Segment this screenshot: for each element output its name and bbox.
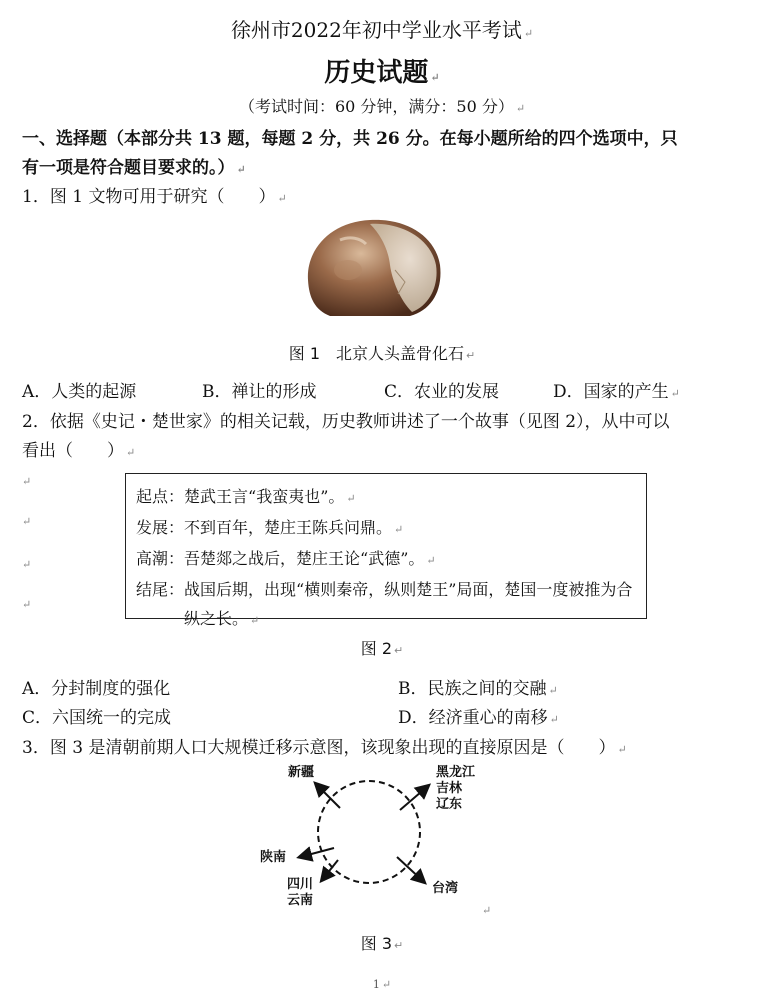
label-sichuan: 四川 (287, 877, 314, 892)
label-taiwan: 台湾 (432, 881, 459, 896)
story-box (125, 473, 647, 628)
q2-option-d[interactable]: D．经济重心的南移 ↵ (398, 708, 559, 728)
paragraph-mark: ↵ (22, 558, 32, 571)
label-xinjiang: 新疆 (288, 765, 315, 780)
label-liaodong: 辽东 (436, 797, 463, 812)
section-heading-line2: 有一项是符合题目要求的。） ↵ (22, 158, 246, 178)
exam-title: 徐州市2022年初中学业水平考试 ↵ (230, 18, 534, 42)
q3-figure-caption: 图 3 ↵ (360, 934, 404, 953)
paragraph-mark: ↵ (22, 598, 32, 611)
paragraph-mark: ↵ (22, 475, 32, 488)
arrow-to-xinjiang (316, 784, 340, 808)
exam-info: （考试时间：60 分钟，满分：50 分） ↵ (238, 97, 526, 116)
q1-option-c[interactable]: C．农业的发展 (384, 382, 500, 402)
arrow-to-shaanxi (300, 848, 334, 857)
story-row-development: 发展： 不到百年，楚庄王陈兵问鼎。 ↵ (136, 518, 404, 537)
label-jilin: 吉林 (436, 781, 463, 796)
skull-fossil-image (300, 210, 450, 322)
label-shaanxi: 陕南 (260, 850, 287, 865)
story-row-ending: 结尾： 战国后期，出现“横则秦帝，纵则楚王”局面，楚国一度被推为合纵之长。 ↵ (136, 580, 633, 628)
page-number: 1 ↵ (372, 978, 392, 991)
q3-stem: 3．图 3 是清朝前期人口大规模迁移示意图，该现象出现的直接原因是（ ） ↵ (22, 738, 627, 758)
migration-circle (318, 781, 420, 883)
label-heilongjiang: 黑龙江 (436, 765, 476, 780)
arrow-to-sichuan-yunnan (322, 860, 338, 880)
q2-option-a[interactable]: A．分封制度的强化 (22, 679, 171, 699)
q1-stem: 1．图 1 文物可用于研究（ ） ↵ (22, 187, 287, 207)
q2-option-c[interactable]: C．六国统一的完成 (22, 708, 172, 728)
story-row-start: 起点： 楚武王言“我蛮夷也”。 ↵ (136, 487, 356, 506)
q1-figure-caption: 图 1 北京人头盖骨化石 ↵ (288, 344, 476, 363)
section-heading-line1: 一、选择题（本部分共 13 题，每题 2 分，共 26 分。在每小题所给的四个选项中，只 (22, 129, 678, 149)
q2-option-b[interactable]: B．民族之间的交融 ↵ (398, 679, 558, 699)
q2-stem-line2: 看出（ ） ↵ (22, 441, 136, 461)
story-row-climax: 高潮： 吾楚郯之战后，楚庄王论“武德”。 ↵ (136, 549, 436, 568)
paragraph-mark: ↵ (22, 515, 32, 528)
q1-option-d[interactable]: D．国家的产生 ↵ (553, 382, 680, 402)
label-yunnan: 云南 (287, 893, 314, 908)
subject-title: 历史试题 ↵ (324, 58, 440, 88)
q1-option-a[interactable]: A．人类的起源 (22, 382, 137, 402)
q2-figure-caption: 图 2 ↵ (360, 639, 404, 658)
paragraph-mark: ↵ (482, 904, 492, 917)
q1-option-b[interactable]: B．禅让的形成 (202, 382, 317, 402)
q2-stem-line1: 2．依据《史记・楚世家》的相关记载，历史教师讲述了一个故事（见图 2），从中可以 (22, 412, 670, 432)
